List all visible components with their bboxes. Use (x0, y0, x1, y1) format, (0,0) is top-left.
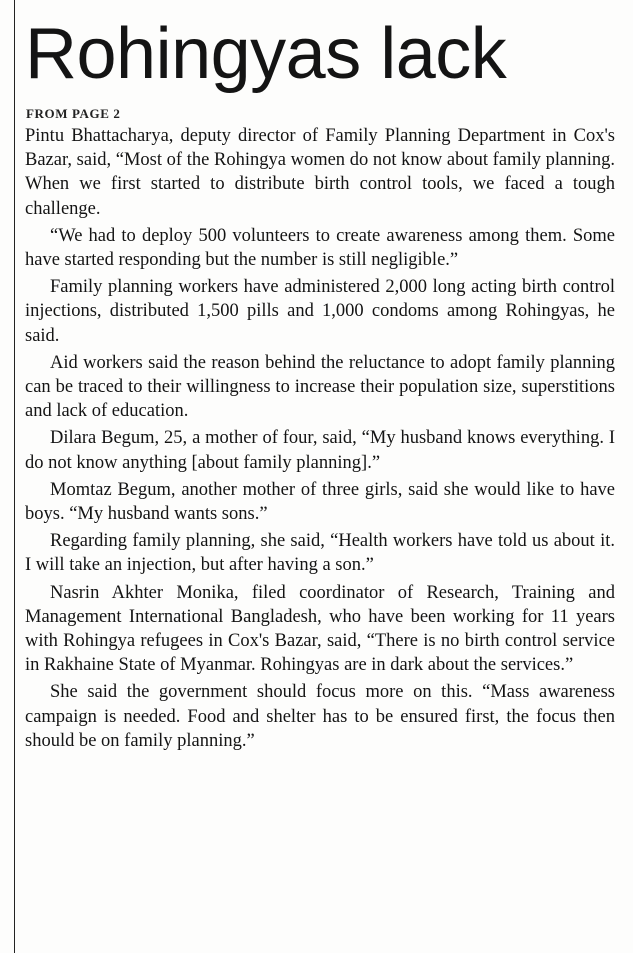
article (25, 0, 615, 753)
paragraph: Pintu Bhattacharya, deputy director of Family Planning Department in Cox's Bazar, said, “Most of the Rohingya women do not know about family planning. When we first started to distribute birth control tools, we faced a tough challenge. (25, 126, 615, 219)
paragraph: Dilara Begum, 25, a mother of four, said, “My husband knows everything. I do not know anything [about family planning].” (25, 428, 615, 473)
paragraph: Family planning workers have administered 2,000 long acting birth control injections, distributed 1,500 pills and 1,000 condoms among Rohingyas, he said. (25, 277, 615, 346)
paragraph: Aid workers said the reason behind the reluctance to adopt family planning can be traced to their willingness to increase their population size, superstitions and lack of education. (25, 352, 615, 422)
column-rule (14, 0, 15, 953)
paragraph: “We had to deploy 500 volunteers to create awareness among them. Some have started responding but the number is still negligible.” (25, 225, 615, 271)
paragraph: Momtaz Begum, another mother of three girls, said she would like to have boys. “My husband wants sons.” (25, 479, 615, 525)
paragraph: Nasrin Akhter Monika, filed coordinator of Research, Training and Management International Bangladesh, who have been working for 11 years with Rohingya refugees in Cox's Bazar, said, “There is no birth control service in Rakhaine State of Myanmar. Rohingyas are in dark about the services.” (25, 582, 615, 676)
paragraph: She said the government should focus more on this. “Mass awareness campaign is needed. Food and shelter has to be ensured first, the focus then should be on family planning.” (25, 682, 615, 751)
paragraph: Regarding family planning, she said, “Health workers have told us about it. I will take an injection, but after having a son.” (25, 531, 615, 576)
article-body (25, 124, 615, 753)
headline: Rohingyas lack (25, 14, 507, 94)
jump-label: FROM PAGE 2 (26, 106, 121, 121)
